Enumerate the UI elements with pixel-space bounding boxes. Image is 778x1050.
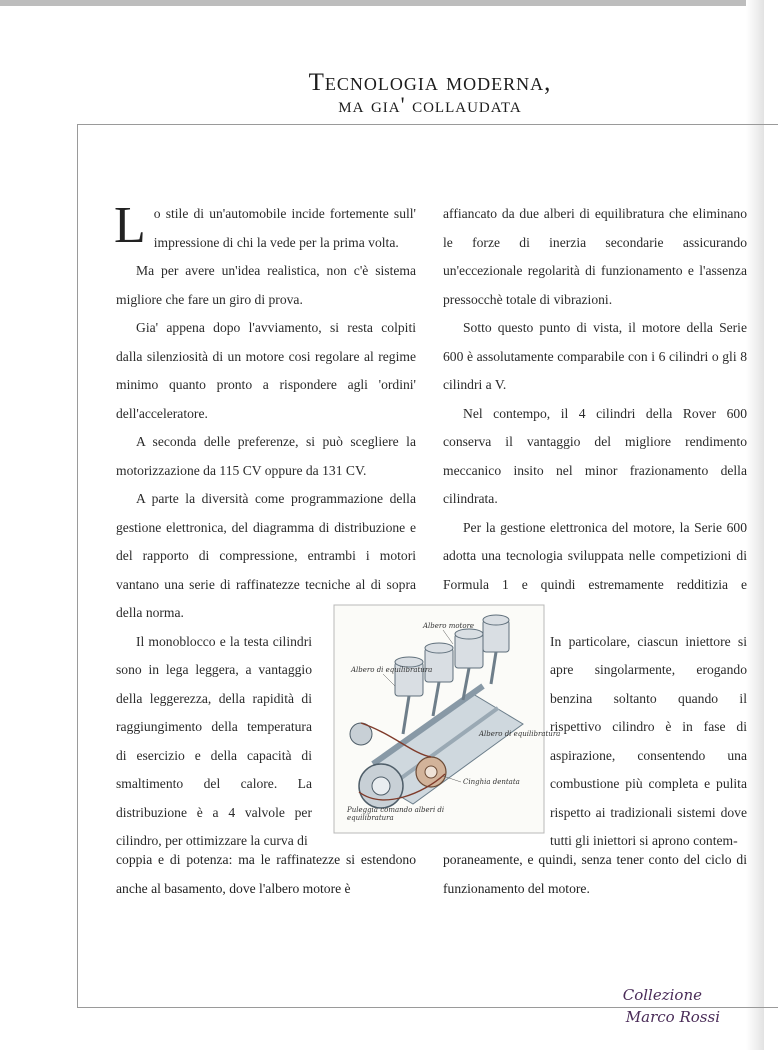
drop-cap: L <box>114 197 146 254</box>
label-puleggia: Puleggia comando alberi di equilibratura <box>347 806 445 822</box>
scan-top-edge <box>0 0 764 6</box>
page-title <box>200 69 660 117</box>
title-line-1: Tecnologia moderna, <box>308 69 552 96</box>
collection-signature <box>612 984 742 1028</box>
paragraph-tail: poraneamente, e quindi, senza tener conto del ciclo di funzionamento del motore. <box>443 852 747 896</box>
paragraph: Ma per avere un'idea realistica, non c'è sistema migliore che fare un giro di prova. <box>116 263 416 307</box>
paragraph: Sotto questo punto di vista, il motore della Serie 600 è assolutamente comparabile con i 6 cilindri o gli 8 cilindri a V. <box>443 320 747 392</box>
label-cinghia-dentata: Cinghia dentata <box>463 778 520 786</box>
signature-line-1: Collezione <box>622 986 702 1004</box>
left-column-tail <box>116 846 416 903</box>
right-column-tail <box>443 846 747 903</box>
paragraph-wrap-illustration: Il monoblocco e la testa cilindri sono in lega leggera, a vantaggio della leggerezza, della rapidità di raggiungimento della temperatura di esercizio e della capacità di smaltimento del calore. La distribuzione è a 4 valvole per cilindro, per ottimizzare la curva di <box>116 633 312 848</box>
label-albero-equilibratura-1: Albero di equilibratura <box>351 666 433 674</box>
label-albero-motore: Albero motore <box>423 622 475 630</box>
paragraph: Nel contempo, il 4 cilindri della Rover 600 conserva il vantaggio del migliore rendimento meccanico insito nel minor frazionamento della cilindrata. <box>443 405 747 506</box>
paragraph-wrap-illustration: In particolare, ciascun iniettore si apre singolarmente, erogando benzina soltanto quando il rispettivo cilindro è in fase di aspirazione, consentendo una combustione più completa e pulita rispetto ai tradizionali sistemi dove tutti gli iniettori si aprono contem- <box>550 633 747 848</box>
paragraph: A seconda delle preferenze, si può scegliere la motorizzazione da 115 CV oppure da 131 CV. <box>116 434 416 478</box>
engine-illustration <box>333 604 561 834</box>
paragraph: Per la gestione elettronica del motore, la Serie 600 adotta una tecnologia sviluppata nelle competizioni di Formula 1 e quindi estremamente redditizia e <box>443 519 747 592</box>
paragraph: A parte la diversità come programmazione della gestione elettronica, del diagramma di distribuzione e del rapporto di compressione, entrambi i motori vantano una serie di raffinatezze tecniche al di sopra della norma. <box>116 491 416 620</box>
signature-line-2: Marco Rossi <box>625 1008 720 1026</box>
paragraph-tail: coppia e di potenza: ma le raffinatezze si estendono anche al basamento, dove l'albero motore è <box>116 852 416 896</box>
label-albero-equilibratura-2: Albero di equilibratura <box>479 730 561 738</box>
paragraph: Gia' appena dopo l'avviamento, si resta colpiti dalla silenziosità di un motore cosi regolare al regime minimo quanto pronto a rispondere agli 'ordini' dell'acceleratore. <box>116 320 416 421</box>
paragraph-intro-text: o stile di un'automobile incide fortemente sull' impressione di chi la vede per la prima volta. <box>153 206 416 250</box>
title-line-2: ma gia' collaudata <box>338 92 522 117</box>
paragraph-intro <box>114 197 416 257</box>
paragraph: affiancato da due alberi di equilibratura che eliminano le forze di inerzia secondarie assicurando un'eccezionale regolarità di funzionamento e l'assenza pressocchè totale di vibrazioni. <box>443 206 747 307</box>
